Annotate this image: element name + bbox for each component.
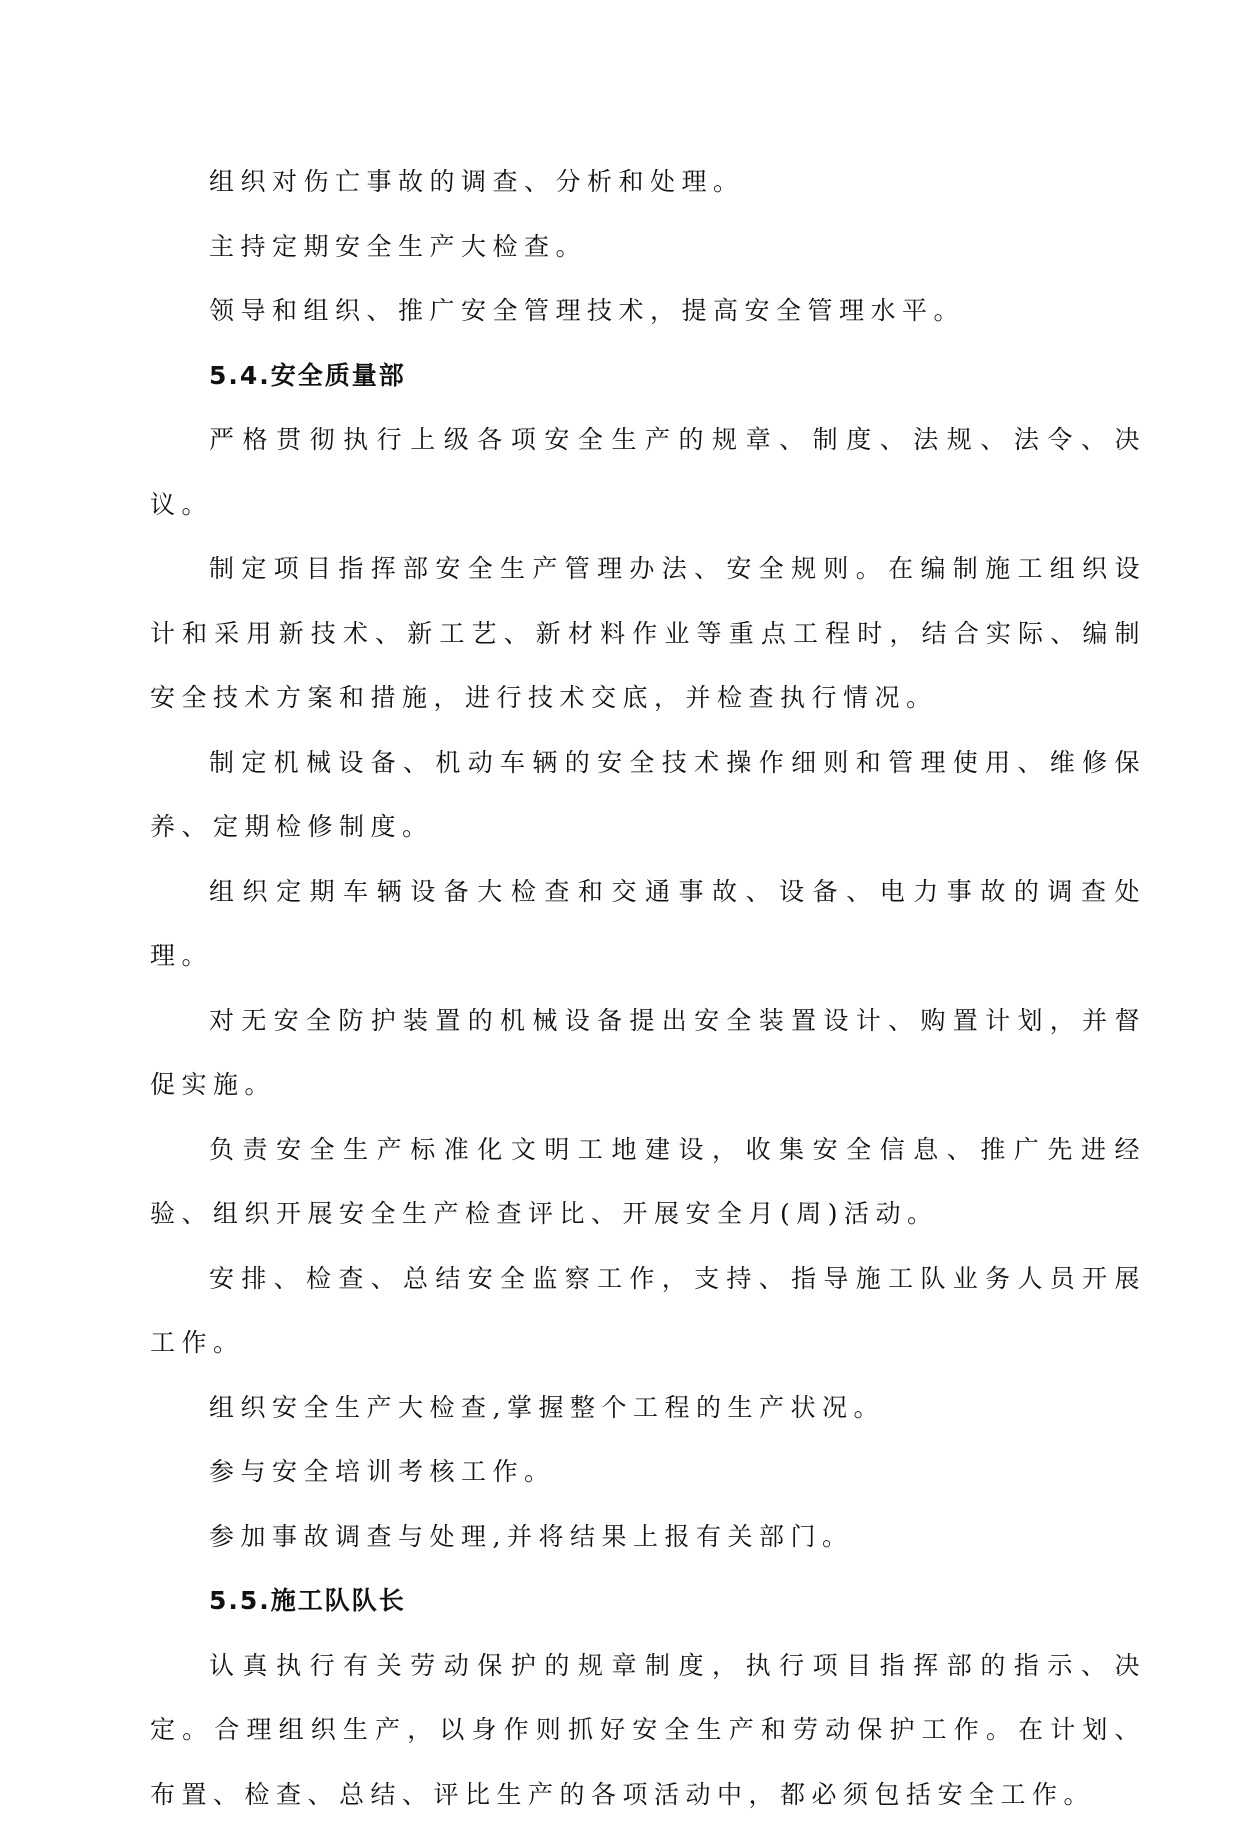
paragraph-team-leader-duties: 认真执行有关劳动保护的规章制度，执行项目指挥部的指示、决定。合理组织生产，以身作则抓好安全生产和劳动保护工作。在计划、布置、检查、总结、评比生产的各项活动中，都必须包括安全工作。	[150, 1634, 1146, 1827]
paragraph-safety-inspection: 主持定期安全生产大检查。	[150, 215, 1146, 280]
document-page	[150, 150, 1146, 1827]
paragraph-standardization: 负责安全生产标准化文明工地建设，收集安全信息、推广先进经验、组织开展安全生产检查评比、开展安全月(周)活动。	[150, 1118, 1146, 1247]
paragraph-implement-regulations: 严格贯彻执行上级各项安全生产的规章、制度、法规、法令、决议。	[150, 408, 1146, 537]
paragraph-vehicle-inspection: 组织定期车辆设备大检查和交通事故、设备、电力事故的调查处理。	[150, 860, 1146, 989]
paragraph-equipment-rules: 制定机械设备、机动车辆的安全技术操作细则和管理使用、维修保养、定期检修制度。	[150, 731, 1146, 860]
paragraph-accident-reporting: 参加事故调查与处理,并将结果上报有关部门。	[150, 1505, 1146, 1570]
section-heading-safety-quality-dept: 5.4.安全质量部	[150, 344, 1146, 409]
paragraph-protective-devices: 对无安全防护装置的机械设备提出安全装置设计、购置计划，并督促实施。	[150, 989, 1146, 1118]
paragraph-training: 参与安全培训考核工作。	[150, 1440, 1146, 1505]
section-heading-team-leader: 5.5.施工队队长	[150, 1569, 1146, 1634]
paragraph-general-inspection: 组织安全生产大检查,掌握整个工程的生产状况。	[150, 1376, 1146, 1441]
paragraph-safety-management: 领导和组织、推广安全管理技术，提高安全管理水平。	[150, 279, 1146, 344]
paragraph-supervision-work: 安排、检查、总结安全监察工作，支持、指导施工队业务人员开展工作。	[150, 1247, 1146, 1376]
paragraph-safety-rules: 制定项目指挥部安全生产管理办法、安全规则。在编制施工组织设计和采用新技术、新工艺、新材料作业等重点工程时，结合实际、编制安全技术方案和措施，进行技术交底，并检查执行情况。	[150, 537, 1146, 731]
paragraph-accident-investigation: 组织对伤亡事故的调查、分析和处理。	[150, 150, 1146, 215]
